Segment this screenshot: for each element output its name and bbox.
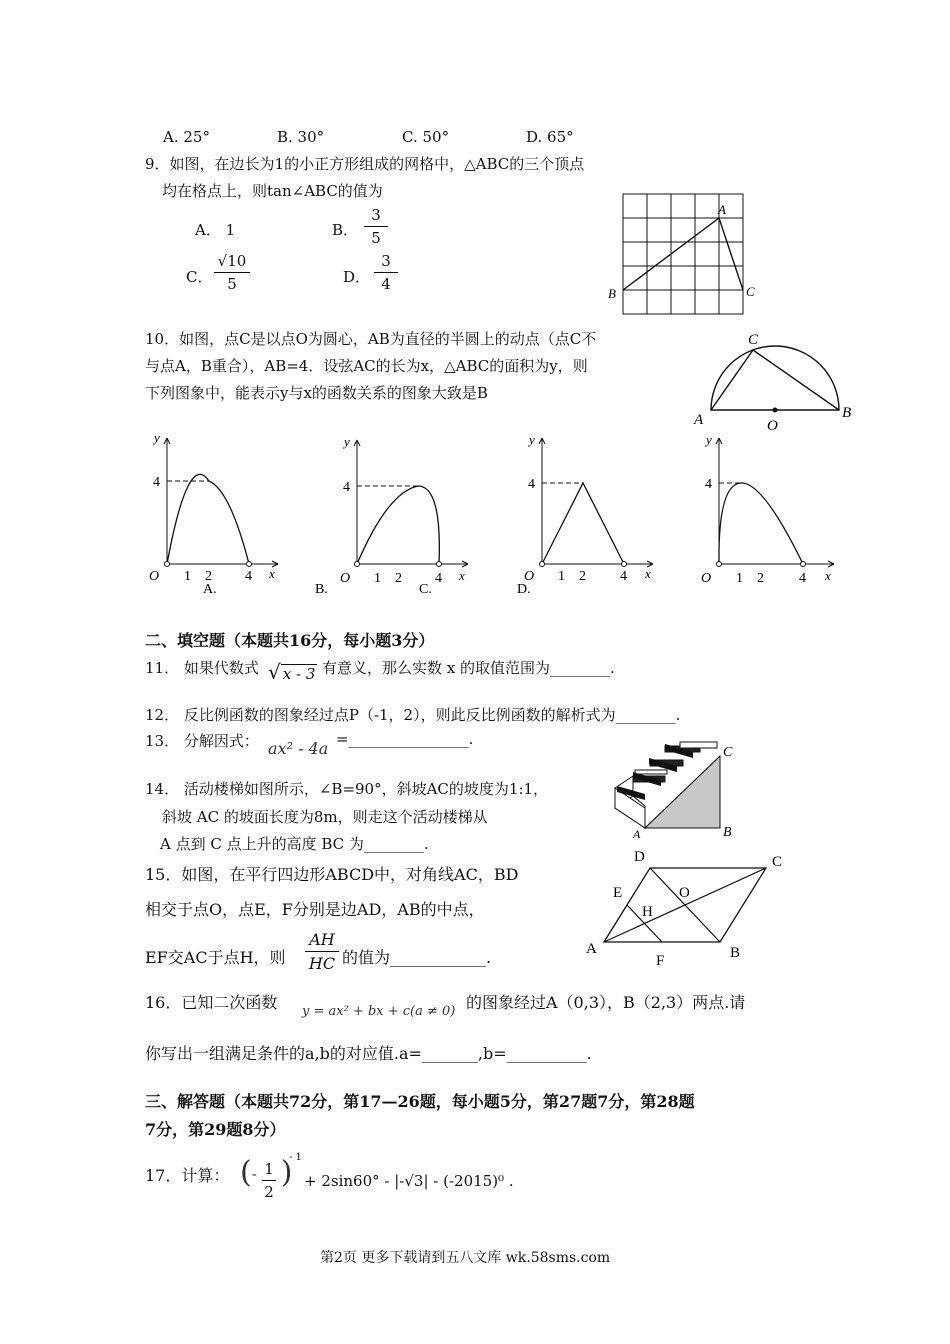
- curve: [719, 483, 803, 564]
- label-a: A: [718, 202, 726, 217]
- graph-option-label: A.: [203, 582, 217, 597]
- q15-line3-pre: EF交AC于点H，则: [145, 948, 286, 967]
- x-label: x: [459, 568, 465, 583]
- numerator: 1: [264, 1160, 274, 1178]
- label-b: B: [730, 945, 741, 961]
- graph-option-label: D.: [517, 582, 531, 597]
- tick-2: 2: [579, 569, 586, 584]
- x-label: x: [825, 568, 831, 583]
- origin-label: O: [701, 571, 712, 586]
- label-f: F: [656, 953, 665, 969]
- label-b: B: [723, 825, 732, 840]
- graph-option-a: [148, 430, 288, 600]
- label-e: E: [613, 885, 623, 901]
- label-c: C: [746, 284, 755, 299]
- open-point: [622, 562, 627, 567]
- q13-text-pre: 13． 分解因式：: [145, 732, 259, 750]
- x-label: x: [645, 566, 651, 581]
- open-point: [437, 562, 442, 567]
- triangle-abc: [711, 350, 839, 410]
- q9-option-d-fraction: [374, 252, 398, 293]
- tick-4-x: 4: [245, 569, 252, 584]
- tick-4-y: 4: [343, 480, 350, 495]
- q10-line1: 10．如图，点C是以点O为圆心，AB为直径的半圆上的动点（点C不: [145, 330, 597, 348]
- q17-text-pre: 17．计算：: [145, 1166, 230, 1185]
- q11-sqrt: [268, 660, 317, 684]
- origin-label: O: [524, 569, 535, 584]
- denominator: HC: [308, 954, 336, 973]
- q16-line2: 你写出一组满足条件的a,b的对应值.a=_______,b=__________.: [145, 1044, 592, 1063]
- q15-fraction: [305, 930, 339, 973]
- q9-grid-figure: [600, 190, 770, 320]
- axis-arrows: [716, 438, 834, 567]
- triangle-abc: [623, 218, 743, 290]
- origin-label: O: [340, 571, 351, 586]
- q11-text-post: 有意义，那么实数 x 的取值范围为________.: [322, 659, 615, 677]
- tick-4-y: 4: [153, 475, 160, 490]
- q15-parallelogram-figure: [580, 840, 790, 970]
- fraction-bar: [214, 272, 250, 273]
- open-point: [717, 562, 722, 567]
- numerator: AH: [309, 930, 335, 949]
- tick-1: 1: [558, 569, 565, 584]
- tick-2: 2: [395, 571, 402, 586]
- curve: [357, 486, 439, 564]
- denominator: 4: [381, 275, 391, 293]
- q14-stairs-figure: [605, 738, 755, 841]
- option-c: C. 50°: [402, 128, 450, 146]
- q10-line2: 与点A，B重合），AB=4．设弦AC的长为x，△ABC的面积为y，则: [145, 357, 588, 375]
- stair-side: [645, 756, 720, 828]
- tick-1: 1: [374, 571, 381, 586]
- axis-arrows: [539, 438, 653, 567]
- q9-option-a: A． 1: [195, 221, 236, 239]
- q10-line3: 下列图象中，能表示y与x的函数关系的图象大致是B: [145, 384, 488, 402]
- q14-line1: 14． 活动楼梯如图所示，∠B=90°，斜坡AC的坡度为1:1，: [145, 780, 549, 798]
- open-point: [247, 562, 252, 567]
- option-b: B. 30°: [277, 128, 325, 146]
- label-a: A: [694, 412, 704, 428]
- open-point: [355, 562, 360, 567]
- q17-exponent: - 1: [289, 1152, 302, 1163]
- q16-line1-pre: 16．已知二次函数: [145, 993, 278, 1012]
- curve: [167, 474, 249, 564]
- q16-expression: y = ax² + bx + c(a ≠ 0): [302, 1004, 456, 1019]
- tick-4-x: 4: [799, 571, 806, 586]
- option-a: A. 25°: [163, 128, 210, 146]
- y-label: y: [529, 432, 535, 447]
- fraction-bar: [262, 1180, 276, 1181]
- graph-option-label: B.: [315, 582, 328, 597]
- q13-expression: ax² - 4a: [268, 739, 329, 758]
- origin-label: O: [149, 569, 160, 584]
- y-label: y: [344, 434, 350, 449]
- q12-text: 12． 反比例函数的图象经过点P（-1，2），则此反比例函数的解析式为________.: [145, 706, 681, 724]
- numerator: 3: [381, 252, 391, 270]
- q16-line1-post: 的图象经过A（0,3），B（2,3）两点.请: [466, 993, 746, 1012]
- q17-half-fraction: [262, 1160, 276, 1201]
- semicircle-arc: [711, 346, 839, 410]
- denominator: 5: [371, 229, 381, 247]
- x-label: x: [269, 566, 275, 581]
- section-3-heading-line1: 三、解答题（本题共72分，第17—26题，每小题5分，第27题7分，第28题: [145, 1092, 695, 1111]
- q10-semicircle-figure: [690, 330, 860, 434]
- q15-line1: 15．如图，在平行四边形ABCD中，对角线AC，BD: [145, 865, 519, 884]
- q9-option-b-fraction: [364, 206, 388, 247]
- q14-line3: A 点到 C 点上升的高度 BC 为________.: [160, 835, 429, 853]
- label-a: A: [586, 941, 597, 957]
- q9-line2: 均在格点上，则tan∠ABC的值为: [162, 182, 383, 200]
- tick-4-x: 4: [620, 569, 627, 584]
- label-c: C: [723, 745, 733, 760]
- section-3-heading-line2: 7分，第29题8分）: [145, 1120, 286, 1139]
- q17-expression: + 2sin60° - |-√3| - (-2015)⁰ .: [304, 1172, 514, 1190]
- denominator: 2: [264, 1183, 274, 1201]
- tick-2: 2: [205, 569, 212, 584]
- graph-option-label: C.: [419, 582, 432, 597]
- label-d: D: [634, 849, 645, 865]
- graph-option-b: [315, 430, 478, 600]
- q17-paren: (- ): [240, 1155, 293, 1190]
- graph-option-c: [419, 430, 663, 600]
- tick-4-x: 4: [435, 571, 442, 586]
- label-c: C: [772, 854, 783, 870]
- label-b: B: [608, 286, 616, 301]
- axis-arrows: [354, 440, 468, 567]
- label-h: H: [642, 904, 653, 920]
- tick-4-y: 4: [705, 477, 712, 492]
- tick-4-y: 4: [528, 477, 535, 492]
- open-point: [540, 562, 545, 567]
- label-c: C: [748, 332, 759, 348]
- q9-option-c-fraction: [214, 252, 250, 293]
- diagonal-bd: [650, 868, 720, 942]
- triangle-curve: [542, 483, 624, 564]
- q14-line2: 斜坡 AC 的坡面长度为8m，则走这个活动楼梯从: [162, 808, 488, 826]
- q9-option-b: B．: [332, 221, 359, 239]
- y-label: y: [154, 430, 160, 445]
- denominator: 5: [227, 275, 237, 293]
- q11-text-pre: 11． 如果代数式: [145, 659, 259, 677]
- q13-text-post: =________________.: [336, 730, 474, 748]
- label-b: B: [842, 405, 852, 421]
- center-o: [773, 408, 778, 413]
- y-label: y: [706, 432, 712, 447]
- tick-1: 1: [184, 569, 191, 584]
- tick-1: 1: [736, 571, 743, 586]
- page-footer: 第2页 更多下载请到五八文库 wk.58sms.com: [320, 1250, 611, 1266]
- numerator: √10: [217, 252, 247, 270]
- radicand: x - 3: [282, 665, 316, 683]
- q15-line3-post: 的值为____________.: [342, 948, 492, 967]
- q9-line1: 9．如图，在边长为1的小正方形组成的网格中，△ABC的三个顶点: [145, 155, 585, 173]
- label-o: O: [767, 418, 778, 434]
- minus: -: [251, 1165, 257, 1183]
- numerator: 3: [371, 206, 381, 224]
- graph-option-d: [517, 430, 845, 600]
- fraction-bar: [364, 226, 388, 227]
- sqrt-icon: √: [268, 660, 281, 684]
- q9-option-d: D．: [343, 268, 371, 286]
- option-d: D. 65°: [526, 128, 574, 146]
- fraction-bar: [374, 272, 398, 273]
- fraction-bar: [305, 951, 339, 952]
- open-point: [801, 562, 806, 567]
- section-2-heading: 二、填空题（本题共16分，每小题3分）: [145, 631, 435, 650]
- q9-option-c: C．: [186, 268, 213, 286]
- tick-2: 2: [757, 571, 764, 586]
- label-a: A: [633, 827, 641, 841]
- label-o: O: [679, 885, 690, 901]
- open-point: [165, 562, 170, 567]
- q15-line2: 相交于点O，点E，F分别是边AD，AB的中点，: [145, 900, 485, 919]
